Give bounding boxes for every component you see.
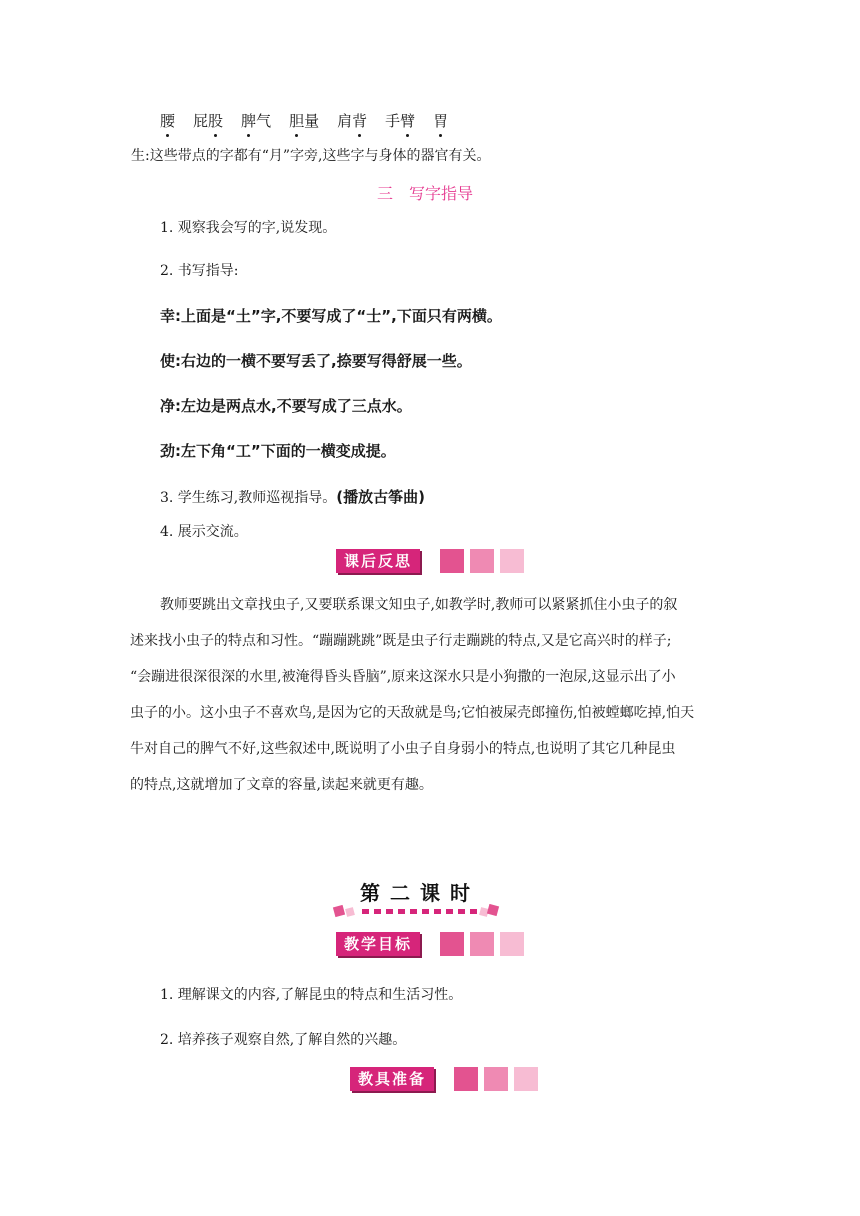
dotted-character: 胃 <box>433 112 449 130</box>
word-part: 肩 <box>337 112 353 130</box>
step-2: 2. 书写指导: <box>160 263 239 279</box>
guide-jin: 劲:左下角“工”下面的一横变成提。 <box>160 442 396 460</box>
word-part: 气 <box>256 112 272 130</box>
goal-2: 2. 培养孩子观察自然,了解自然的兴趣。 <box>160 1032 407 1048</box>
reflection-line: 述来找小虫子的特点和习性。“蹦蹦跳跳”既是虫子行走蹦跳的特点,又是它高兴时的样子; <box>130 633 672 649</box>
step-3-music-note: (播放古筝曲) <box>336 488 425 506</box>
dotted-word-row <box>160 110 466 131</box>
dotted-word <box>289 110 319 131</box>
dotted-character: 脾 <box>241 112 257 130</box>
banner-square <box>514 1067 538 1091</box>
banner-square <box>470 549 494 573</box>
goal-1: 1. 理解课文的内容,了解昆虫的特点和生活习性。 <box>160 987 463 1003</box>
dotted-word <box>385 110 415 131</box>
reflection-line: 的特点,这就增加了文章的容量,读起来就更有趣。 <box>130 777 433 793</box>
section-heading-writing: 三 写字指导 <box>377 184 474 203</box>
word-part: 手 <box>385 112 401 130</box>
banner-square <box>440 932 464 956</box>
banner-goals <box>336 932 524 956</box>
banner-reflection <box>336 549 524 573</box>
dotted-character: 腰 <box>160 112 176 130</box>
dotted-word <box>433 110 448 131</box>
dotted-character: 臂 <box>400 112 416 130</box>
dotted-word <box>193 110 223 131</box>
dotted-word <box>337 110 367 131</box>
step-3 <box>160 486 425 507</box>
banner-tools <box>350 1067 538 1091</box>
reflection-line: “会蹦进很深很深的水里,被淹得昏头昏脑”,原来这深水只是小狗撒的一泡尿,这显示出了小 <box>130 669 676 685</box>
title-decoration <box>332 904 500 918</box>
student-note: 生:这些带点的字都有“月”字旁,这些字与身体的器官有关。 <box>131 148 491 164</box>
reflection-line: 虫子的小。这小虫子不喜欢鸟,是因为它的天敌就是鸟;它怕被屎壳郎撞伤,怕被螳螂吃掉,怕天 <box>130 705 695 721</box>
dotted-character: 股 <box>208 112 224 130</box>
lesson-2-title: 第二课时 <box>360 881 480 905</box>
reflection-paragraph <box>130 587 730 803</box>
step-4: 4. 展示交流。 <box>160 524 248 540</box>
banner-reflection-label: 课后反思 <box>336 549 420 573</box>
banner-tools-label: 教具准备 <box>350 1067 434 1091</box>
banner-goals-label: 教学目标 <box>336 932 420 956</box>
reflection-line: 牛对自己的脾气不好,这些叙述中,既说明了小虫子自身弱小的特点,也说明了其它几种昆虫 <box>130 741 676 757</box>
word-part: 量 <box>304 112 320 130</box>
guide-shi: 使:右边的一横不要写丢了,捺要写得舒展一些。 <box>160 352 472 370</box>
banner-square <box>484 1067 508 1091</box>
step-1: 1. 观察我会写的字,说发现。 <box>160 220 337 236</box>
guide-jing: 净:左边是两点水,不要写成了三点水。 <box>160 397 412 415</box>
banner-square <box>500 549 524 573</box>
banner-square <box>470 932 494 956</box>
step-3-text: 3. 学生练习,教师巡视指导。 <box>160 490 337 506</box>
banner-square <box>440 549 464 573</box>
dotted-character: 背 <box>352 112 368 130</box>
guide-xing: 幸:上面是“土”字,不要写成了“士”,下面只有两横。 <box>160 307 502 325</box>
word-part: 屁 <box>193 112 209 130</box>
dotted-word <box>241 110 271 131</box>
banner-square <box>454 1067 478 1091</box>
dotted-character: 胆 <box>289 112 305 130</box>
banner-square <box>500 932 524 956</box>
dotted-word <box>160 110 175 131</box>
reflection-line: 教师要跳出文章找虫子,又要联系课文知虫子,如教学时,教师可以紧紧抓住小虫子的叙 <box>160 597 678 613</box>
